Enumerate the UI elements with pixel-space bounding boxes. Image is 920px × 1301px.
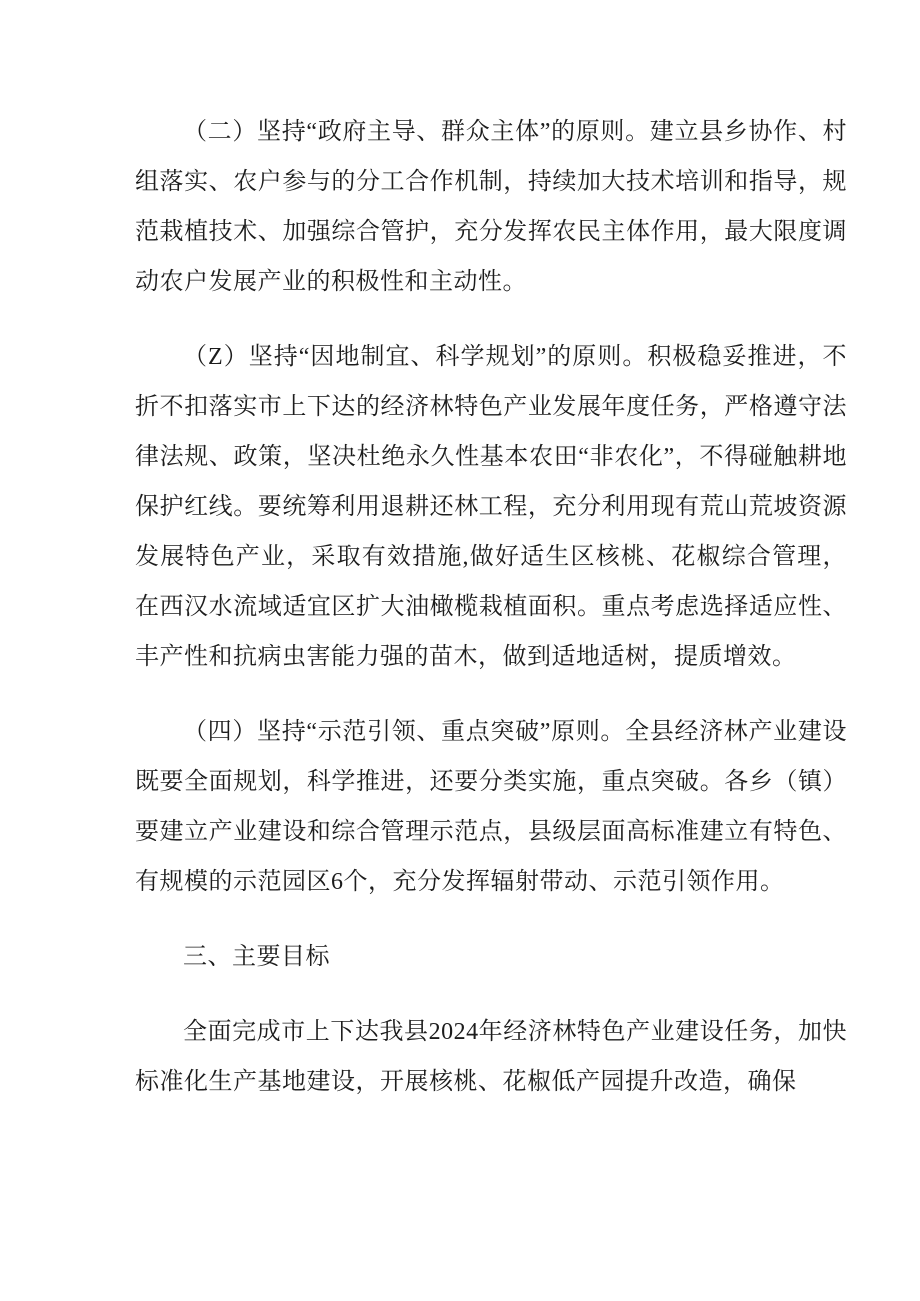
paragraph-principle-4: （四）坚持“示范引领、重点突破”原则。全县经济林产业建设既要全面规划，科学推进，还要分类实施，重点突破。各乡（镇）要建立产业建设和综合管理示范点，县级层面高标准建立有特色、有规模的示范园区6个，充分发挥辐射带动、示范引领作用。: [135, 719, 847, 895]
paragraph-principle-2: （二）坚持“政府主导、群众主体”的原则。建立县乡协作、村组落实、农户参与的分工合作机制，持续加大技术培训和指导，规范栽植技术、加强综合管护，充分发挥农民主体作用，最大限度调动农户发展产业的积极性和主动性。: [135, 119, 847, 295]
section-heading-main-goals: 三、主要目标: [183, 944, 330, 970]
paragraph-principle-3: （Z）坚持“因地制宜、科学规划”的原则。积极稳妥推进，不折不扣落实市上下达的经济林特色产业发展年度任务，严格遵守法律法规、政策，坚决杜绝永久性基本农田“非农化”，不得碰触耕地保护红线。要统筹利用退耕还林工程，充分利用现有荒山荒坡资源发展特色产业，采取有效措施,做好适生区核桃、花椒综合管理，在西汉水流域适宜区扩大油橄榄栽植面积。重点考虑选择适应性、丰产性和抗病虫害能力强的苗木，做到适地适树，提质增效。: [135, 344, 847, 670]
paragraph-goals-intro: 全面完成市上下达我县2024年经济林特色产业建设任务，加快标准化生产基地建设，开展核桃、花椒低产园提升改造，确保: [135, 1019, 847, 1095]
